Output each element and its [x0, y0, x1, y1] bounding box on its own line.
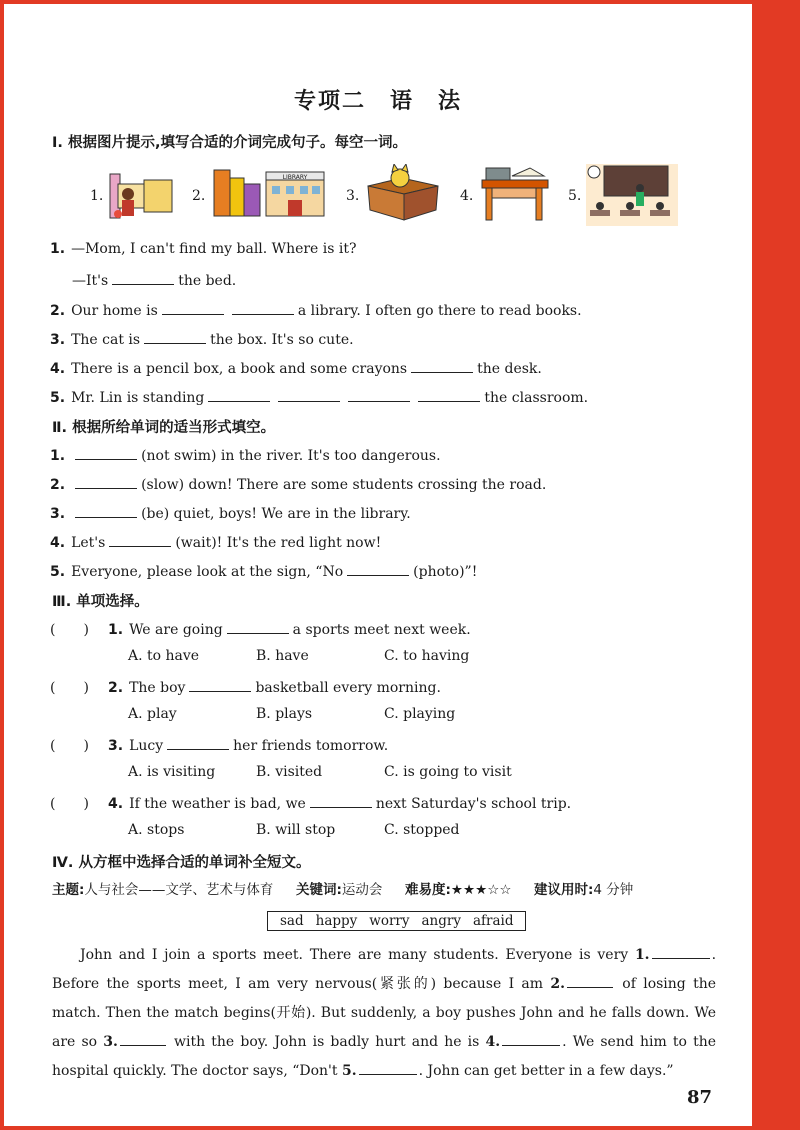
- s3-q4-option-b[interactable]: B. will stop: [256, 822, 336, 838]
- answer-blank[interactable]: [347, 561, 409, 576]
- word-bank-box: [267, 911, 526, 931]
- s3-q3-option-a[interactable]: A. is visiting: [128, 764, 216, 780]
- answer-blank[interactable]: [75, 503, 137, 518]
- answer-blank[interactable]: [75, 445, 137, 460]
- time-value: 4 分钟: [593, 882, 634, 898]
- section-1-heading: Ⅰ. 根据图片提示,填写合适的介词完成句子。每空一词。: [52, 135, 407, 151]
- s3-question-3: ( ) 3. Lucy her friends tomorrow.: [50, 735, 388, 755]
- answer-blank[interactable]: [75, 474, 137, 489]
- s3-q4-option-a[interactable]: A. stops: [128, 822, 185, 838]
- word-bank-item: sad: [280, 913, 304, 929]
- answer-blank[interactable]: [359, 1060, 417, 1075]
- s3-q4-option-c[interactable]: C. stopped: [384, 822, 460, 838]
- page-title: 专项二 语 法: [293, 89, 462, 114]
- answer-blank[interactable]: [109, 532, 171, 547]
- bed-picture: [104, 164, 174, 222]
- s1-item-1-reply: —It's the bed.: [72, 270, 236, 289]
- s3-question-2: ( ) 2. The boy basketball every morning.: [50, 677, 441, 697]
- answer-blank: [167, 735, 229, 750]
- answer-parentheses[interactable]: ( ): [50, 738, 89, 754]
- answer-blank[interactable]: [112, 270, 174, 285]
- s1-item-2: 2. Our home is a library. I often go there to read books.: [50, 300, 582, 319]
- picture-number-3: 3.: [346, 188, 360, 204]
- section-4-heading: Ⅳ. 从方框中选择合适的单词补全短文。: [52, 855, 311, 871]
- s2-item-1: 1. (not swim) in the river. It's too dangerous.: [50, 445, 441, 464]
- answer-blank: [189, 677, 251, 692]
- answer-blank: [227, 619, 289, 634]
- s1-item-1: 1. —Mom, I can't find my ball. Where is it?: [50, 241, 357, 257]
- answer-blank[interactable]: [418, 387, 480, 402]
- s1-item-5: 5. Mr. Lin is standing the classroom.: [50, 387, 588, 406]
- desk-picture: [478, 164, 554, 222]
- word-bank-item: afraid: [472, 913, 514, 929]
- s3-question-1: ( ) 1. We are going a sports meet next week.: [50, 619, 471, 639]
- page-number: 87: [687, 1087, 713, 1108]
- cloze-passage: John and I join a sports meet. There are many students. Everyone is very 1. . Before the sports meet, I am very nervous(紧张的) because I am 2. of losing the match. Then the match begins(开始). But suddenly, a boy pushes John and he falls down. We are so 3. with the boy. John is badly hurt and he is 4. . We send him to the hospital quickly. The doctor says, “Don't 5. . John can get better in a few days.”: [52, 941, 716, 1086]
- s3-q1-option-a[interactable]: A. to have: [128, 648, 200, 664]
- answer-blank[interactable]: [144, 329, 206, 344]
- classroom-picture: [586, 164, 678, 226]
- answer-blank[interactable]: [652, 944, 710, 959]
- s1-item-4: 4. There is a pencil box, a book and some crayons the desk.: [50, 358, 542, 377]
- theme-value: 人与社会——文学、艺术与体育: [84, 882, 274, 898]
- s3-q3-option-c[interactable]: C. is going to visit: [384, 764, 512, 780]
- answer-blank[interactable]: [162, 300, 224, 315]
- word-bank-item: worry: [369, 913, 410, 929]
- answer-blank[interactable]: [567, 973, 613, 988]
- word-bank-item: angry: [421, 913, 461, 929]
- library-buildings-picture: [210, 164, 328, 222]
- s3-q2-option-c[interactable]: C. playing: [384, 706, 456, 722]
- library-sign-text: LIBRARY: [282, 174, 308, 181]
- answer-blank[interactable]: [208, 387, 270, 402]
- keyword-value: 运动会: [341, 882, 383, 898]
- passage-meta: 主题:人与社会——文学、艺术与体育 关键词:运动会 难易度:★★★☆☆ 建议用时:4 分钟: [52, 882, 634, 898]
- answer-parentheses[interactable]: ( ): [50, 622, 89, 638]
- s3-q1-option-c[interactable]: C. to having: [384, 648, 470, 664]
- difficulty-stars: ★★★☆☆: [450, 882, 512, 898]
- picture-number-1: 1.: [90, 188, 104, 204]
- answer-parentheses[interactable]: ( ): [50, 796, 89, 812]
- answer-blank[interactable]: [411, 358, 473, 373]
- picture-number-2: 2.: [192, 188, 206, 204]
- s2-item-2: 2. (slow) down! There are some students crossing the road.: [50, 474, 546, 493]
- answer-blank[interactable]: [502, 1031, 560, 1046]
- answer-blank: [310, 793, 372, 808]
- s2-item-4: 4. Let's (wait)! It's the red light now!: [50, 532, 381, 551]
- answer-blank[interactable]: [232, 300, 294, 315]
- s1-item-3: 3. The cat is the box. It's so cute.: [50, 329, 354, 348]
- cat-in-box-picture: [360, 164, 444, 222]
- answer-blank[interactable]: [120, 1031, 166, 1046]
- picture-number-5: 5.: [568, 188, 582, 204]
- answer-blank[interactable]: [278, 387, 340, 402]
- word-bank-item: happy: [315, 913, 358, 929]
- s2-item-5: 5. Everyone, please look at the sign, “No (photo)”!: [50, 561, 477, 580]
- s2-item-3: 3. (be) quiet, boys! We are in the library.: [50, 503, 411, 522]
- s3-question-4: ( ) 4. If the weather is bad, we next Saturday's school trip.: [50, 793, 571, 813]
- answer-parentheses[interactable]: ( ): [50, 680, 89, 696]
- s3-q1-option-b[interactable]: B. have: [256, 648, 309, 664]
- answer-blank[interactable]: [348, 387, 410, 402]
- section-2-heading: Ⅱ. 根据所给单词的适当形式填空。: [52, 420, 276, 436]
- picture-number-4: 4.: [460, 188, 474, 204]
- section-3-heading: Ⅲ. 单项选择。: [52, 594, 149, 610]
- s3-q2-option-b[interactable]: B. plays: [256, 706, 313, 722]
- s3-q3-option-b[interactable]: B. visited: [256, 764, 323, 780]
- s3-q2-option-a[interactable]: A. play: [128, 706, 177, 722]
- worksheet-page: [4, 4, 752, 1126]
